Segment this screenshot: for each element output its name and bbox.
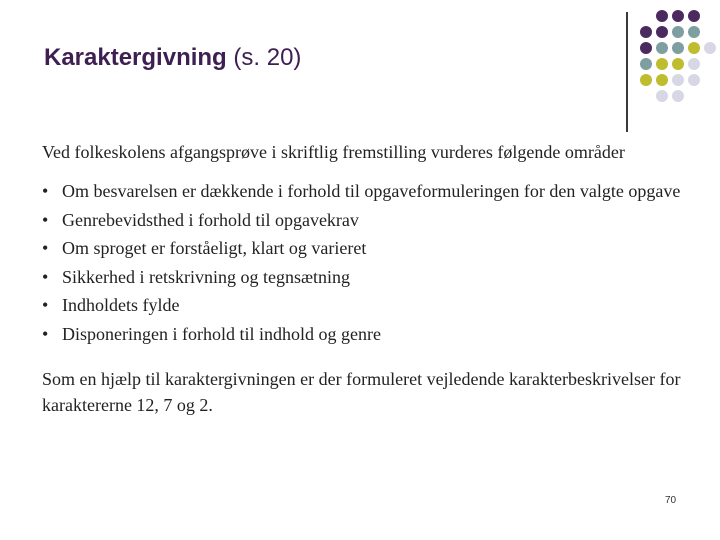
decorative-dot	[672, 10, 684, 22]
decorative-dot	[672, 74, 684, 86]
title-main: Karaktergivning	[44, 44, 227, 71]
intro-text: Ved folkeskolens afgangsprøve i skriftlig fremstilling vurderes følgende områder	[42, 142, 625, 162]
list-item: • Genrebevidsthed i forhold til opgavekrav	[42, 206, 692, 235]
decorative-dot-grid	[640, 10, 720, 120]
decorative-dot	[672, 90, 684, 102]
list-item: • Indholdets fylde	[42, 291, 692, 320]
slide-title	[44, 44, 301, 72]
conclusion-text: Som en hjælp til karaktergivningen er der formuleret vejledende karakterbeskrivelser for karaktererne 12, 7 og 2.	[42, 369, 681, 415]
decorative-dot	[640, 26, 652, 38]
decorative-dot	[640, 74, 652, 86]
decorative-dot	[656, 26, 668, 38]
decorative-dot	[640, 58, 652, 70]
slide-body	[42, 142, 692, 418]
decorative-dot	[672, 42, 684, 54]
decorative-dot	[672, 58, 684, 70]
list-item: • Om besvarelsen er dækkende i forhold til opgaveformuleringen for den valgte opgave	[42, 177, 692, 206]
decorative-dot	[656, 10, 668, 22]
decorative-dot	[656, 90, 668, 102]
decorative-dot	[688, 42, 700, 54]
bullet-icon: •	[42, 295, 49, 315]
divider-line	[626, 12, 628, 132]
decorative-dot	[640, 42, 652, 54]
title-page-ref: (s. 20)	[233, 44, 302, 71]
decorative-dot	[688, 26, 700, 38]
bullet-icon: •	[42, 209, 49, 230]
decorative-dot	[656, 42, 668, 54]
decorative-dot	[672, 26, 684, 38]
decorative-dot	[688, 74, 700, 86]
page-number: 70	[665, 495, 677, 506]
list-item: • Sikkerhed i retskrivning og tegnsætning	[42, 263, 692, 292]
decorative-dot	[688, 10, 700, 22]
assessment-list	[42, 177, 692, 348]
decorative-dot	[656, 58, 668, 70]
list-item: • Disponeringen i forhold til indhold og genre	[42, 320, 692, 349]
bullet-icon: •	[42, 181, 49, 201]
decorative-dot	[688, 58, 700, 70]
decorative-dot	[656, 74, 668, 86]
bullet-icon: •	[42, 266, 49, 287]
list-item: • Om sproget er forståeligt, klart og varieret	[42, 234, 692, 263]
bullet-icon: •	[42, 323, 49, 344]
decorative-dot	[704, 42, 716, 54]
bullet-icon: •	[42, 238, 49, 258]
